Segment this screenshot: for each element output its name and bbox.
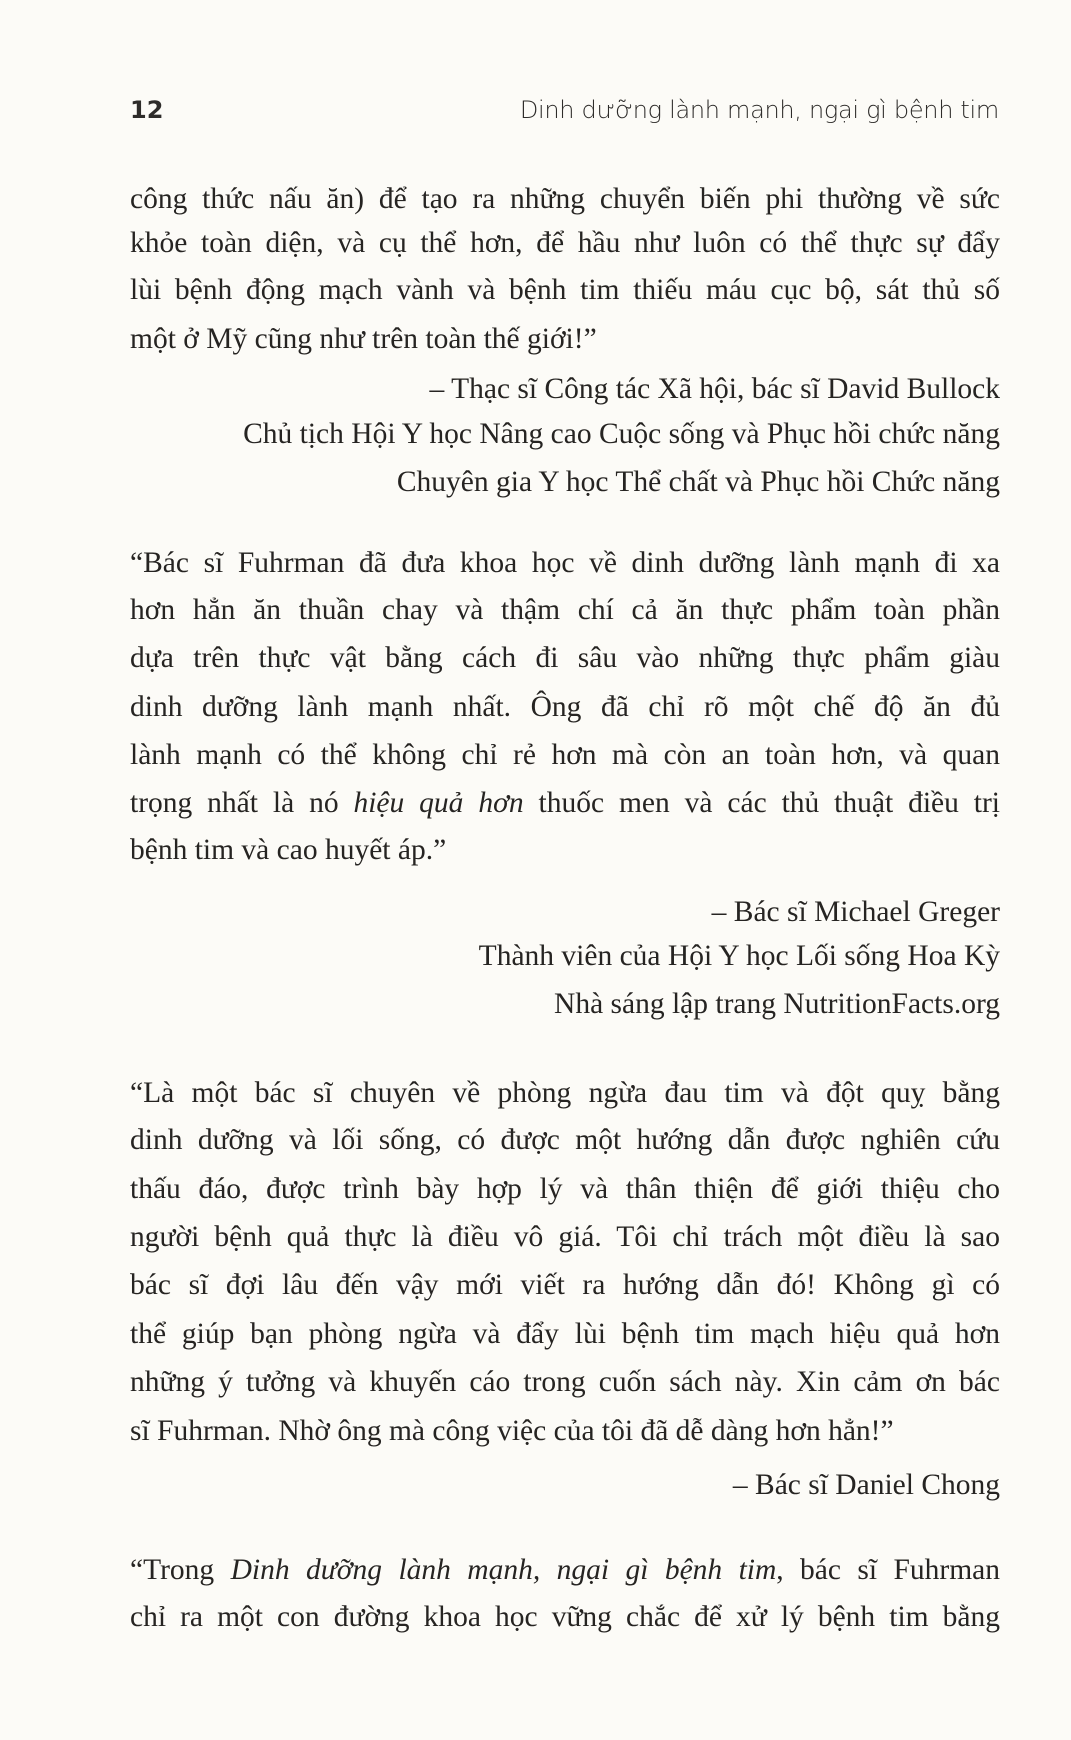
text-segment: hơn hẳn ăn thuần chay và thậm chí cả ăn thực phẩm toàn phần bbox=[130, 594, 1000, 626]
text-line bbox=[130, 634, 1000, 682]
text-segment: trọng nhất là nó bbox=[130, 787, 354, 819]
text-line bbox=[130, 731, 1000, 779]
text-line bbox=[130, 219, 1000, 267]
text-segment: dựa trên thực vật bằng cách đi sâu vào những thực phẩm giàu bbox=[130, 642, 1000, 674]
text-segment: Nhà sáng lập trang NutritionFacts.org bbox=[554, 988, 1000, 1020]
attribution-line bbox=[130, 888, 1000, 936]
text-segment: Chủ tịch Hội Y học Nâng cao Cuộc sống và Phục hồi chức năng bbox=[243, 418, 1000, 450]
text-line bbox=[130, 1069, 1000, 1117]
attribution-line bbox=[130, 1461, 1000, 1509]
text-segment: lành mạnh có thể không chỉ rẻ hơn mà còn an toàn hơn, và quan bbox=[130, 739, 1000, 771]
text-line bbox=[130, 1261, 1000, 1309]
attribution-line bbox=[130, 365, 1000, 413]
text-segment: , bác sĩ Fuhrman bbox=[776, 1554, 1000, 1586]
text-line bbox=[130, 315, 1000, 363]
text-segment: Chuyên gia Y học Thể chất và Phục hồi Chức năng bbox=[396, 466, 1000, 498]
text-line bbox=[130, 586, 1000, 634]
text-segment: – Thạc sĩ Công tác Xã hội, bác sĩ David Bullock bbox=[429, 373, 1000, 405]
text-segment: “Là một bác sĩ chuyên về phòng ngừa đau tim và đột quỵ bằng bbox=[130, 1077, 1000, 1109]
page-number: 12 bbox=[130, 96, 164, 124]
text-segment: “Bác sĩ Fuhrman đã đưa khoa học về dinh dưỡng lành mạnh đi xa bbox=[130, 547, 1000, 579]
text-segment: những ý tưởng và khuyến cáo trong cuốn sách này. Xin cảm ơn bác bbox=[130, 1366, 1000, 1398]
text-line bbox=[130, 266, 1000, 314]
text-segment: thể giúp bạn phòng ngừa và đẩy lùi bệnh tim mạch hiệu quả hơn bbox=[130, 1318, 1000, 1350]
text-line bbox=[130, 1213, 1000, 1261]
text-line bbox=[130, 826, 1000, 874]
text-segment: thấu đáo, được trình bày hợp lý và thân thiện để giới thiệu cho bbox=[130, 1173, 1000, 1205]
text-segment: sĩ Fuhrman. Nhờ ông mà công việc của tôi đã dễ dàng hơn hẳn!” bbox=[130, 1415, 894, 1447]
italic-text: hiệu quả hơn bbox=[353, 787, 524, 819]
text-line bbox=[130, 1546, 1000, 1594]
text-segment: – Bác sĩ Michael Greger bbox=[711, 896, 1000, 928]
running-title: Dinh dưỡng lành mạnh, ngại gì bệnh tim bbox=[519, 96, 999, 124]
text-line bbox=[130, 1407, 1000, 1455]
text-line bbox=[130, 779, 1000, 827]
text-segment: công thức nấu ăn) để tạo ra những chuyển biến phi thường về sức bbox=[130, 183, 1000, 215]
text-segment: Thành viên của Hội Y học Lối sống Hoa Kỳ bbox=[478, 940, 1000, 972]
italic-text: Dinh dưỡng lành mạnh, ngại gì bệnh tim bbox=[230, 1554, 777, 1586]
attribution-line bbox=[130, 932, 1000, 980]
attribution-line bbox=[130, 980, 1000, 1028]
text-line bbox=[130, 1310, 1000, 1358]
text-segment: dinh dưỡng và lối sống, có được một hướng dẫn được nghiên cứu bbox=[130, 1124, 1000, 1156]
text-segment: khỏe toàn diện, và cụ thể hơn, để hầu như luôn có thể thực sự đẩy bbox=[130, 227, 1000, 259]
text-segment: – Bác sĩ Daniel Chong bbox=[732, 1469, 1000, 1501]
attribution-line bbox=[130, 410, 1000, 458]
text-segment: “Trong bbox=[130, 1554, 231, 1586]
text-segment: bác sĩ đợi lâu đến vậy mới viết ra hướng dẫn đó! Không gì có bbox=[130, 1269, 1000, 1301]
text-segment: dinh dưỡng lành mạnh nhất. Ông đã chỉ rõ một chế độ ăn đủ bbox=[130, 691, 1000, 723]
text-line bbox=[130, 175, 1000, 223]
text-segment: thuốc men và các thủ thuật điều trị bbox=[523, 787, 1000, 819]
text-line bbox=[130, 1593, 1000, 1641]
text-segment: người bệnh quả thực là điều vô giá. Tôi chỉ trách một điều là sao bbox=[130, 1221, 1000, 1253]
text-line bbox=[130, 1116, 1000, 1164]
text-segment: bệnh tim và cao huyết áp.” bbox=[130, 834, 447, 866]
attribution-line bbox=[130, 458, 1000, 506]
text-segment: lùi bệnh động mạch vành và bệnh tim thiếu máu cục bộ, sát thủ số bbox=[130, 274, 1000, 306]
text-segment: một ở Mỹ cũng như trên toàn thế giới!” bbox=[130, 323, 597, 355]
text-line bbox=[130, 1358, 1000, 1406]
text-line bbox=[130, 1165, 1000, 1213]
text-segment: chỉ ra một con đường khoa học vững chắc để xử lý bệnh tim bằng bbox=[130, 1601, 1000, 1633]
text-line bbox=[130, 539, 1000, 587]
text-line bbox=[130, 683, 1000, 731]
